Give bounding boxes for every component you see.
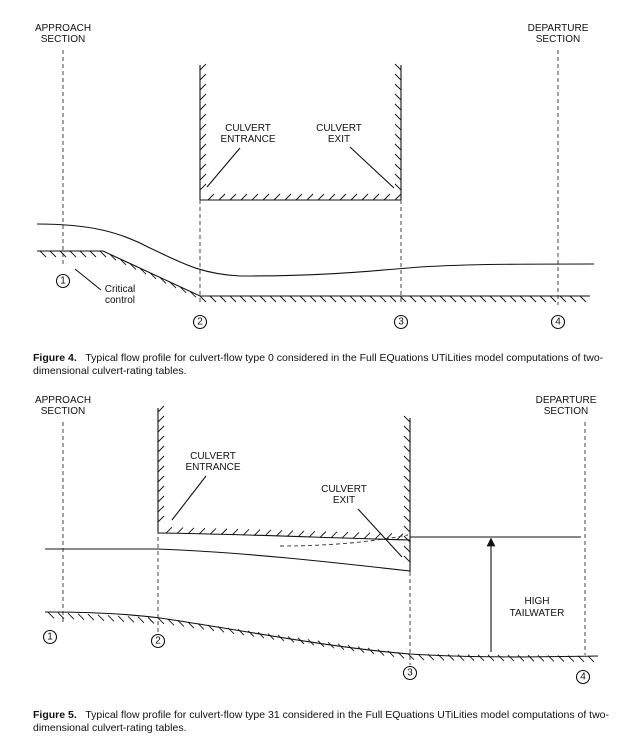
figure-4-caption-text: Typical flow profile for culvert-flow type 0 considered in the Full EQuations UTiLities model computations of two-dimensional culvert-rating tables. <box>33 352 604 377</box>
hatch-tick <box>404 446 410 452</box>
fig5-culvert-entrance-label-2: ENTRANCE <box>185 462 241 473</box>
figure-5-caption <box>33 709 613 735</box>
hatch-tick <box>528 655 534 661</box>
fig4-culvert-exit-label-2: EXIT <box>327 134 351 145</box>
hatch-tick <box>148 617 154 623</box>
fig5-high-tailwater-label-1: HIGH <box>524 596 550 607</box>
hatch-tick <box>309 531 315 537</box>
hatch-tick <box>90 251 96 257</box>
fig4-critical-control-leader <box>75 269 101 290</box>
fig5-water-surface-upstream <box>45 549 410 571</box>
hatch-tick <box>158 416 164 422</box>
fig5-approach-label-1: APPROACH <box>34 395 92 406</box>
hatch-tick <box>230 194 236 200</box>
hatch-tick <box>478 655 484 661</box>
hatch-tick <box>329 194 335 200</box>
hatch-tick <box>404 436 410 442</box>
fig4-departure-label-1: DEPARTURE <box>527 23 589 34</box>
hatch-tick <box>88 614 94 620</box>
hatch-tick <box>128 616 134 622</box>
svg-text:2: 2 <box>197 316 203 328</box>
hatch-tick <box>404 456 410 462</box>
figure-4-diagram <box>35 23 594 329</box>
fig4-culvert-exit-label-1: CULVERT <box>316 123 362 134</box>
hatch-tick <box>395 144 401 150</box>
hatch-tick <box>250 296 256 302</box>
fig4-water-surface <box>37 224 594 276</box>
svg-text:3: 3 <box>398 316 404 328</box>
hatch-tick <box>404 516 410 522</box>
hatch-tick <box>520 296 526 302</box>
hatch-tick <box>252 194 258 200</box>
hatch-tick <box>510 296 516 302</box>
hatch-tick <box>200 74 206 80</box>
hatch-tick <box>468 655 474 661</box>
hatch-tick <box>460 296 466 302</box>
hatch-tick <box>98 615 104 621</box>
fig5-section-number-3 <box>404 667 417 680</box>
hatch-tick <box>420 296 426 302</box>
hatch-tick <box>248 631 254 637</box>
hatch-tick <box>488 655 494 661</box>
hatch-tick <box>378 649 384 655</box>
hatch-tick <box>395 124 401 130</box>
hatch-tick <box>395 194 401 200</box>
hatch-tick <box>448 654 454 660</box>
hatch-tick <box>404 426 410 432</box>
hatch-tick <box>158 456 164 462</box>
hatch-tick <box>498 655 504 661</box>
hatch-tick <box>276 530 282 536</box>
hatch-tick <box>200 134 206 140</box>
hatch-tick <box>240 296 246 302</box>
hatch-tick <box>370 296 376 302</box>
fig4-critical-control-label-2: control <box>104 295 136 306</box>
hatch-tick <box>219 194 225 200</box>
hatch-tick <box>588 656 594 662</box>
hatch-tick <box>200 94 206 100</box>
fig5-section-number-4 <box>577 671 590 684</box>
hatch-tick <box>480 296 486 302</box>
hatch-tick <box>330 296 336 302</box>
hatch-tick <box>508 655 514 661</box>
hatch-tick <box>395 74 401 80</box>
figure-5-diagram <box>35 395 598 684</box>
hatch-tick <box>518 655 524 661</box>
hatch-tick <box>404 496 410 502</box>
hatch-tick <box>350 296 356 302</box>
hatch-tick <box>200 296 206 302</box>
hatch-tick <box>241 194 247 200</box>
hatch-tick <box>360 296 366 302</box>
hatch-tick <box>200 164 206 170</box>
hatch-tick <box>430 296 436 302</box>
hatch-tick <box>470 296 476 302</box>
fig5-high-tailwater-label-2: TAILWATER <box>509 608 565 619</box>
hatch-tick <box>138 617 144 623</box>
hatch-tick <box>287 531 293 537</box>
hatch-tick <box>50 251 56 257</box>
hatch-tick <box>158 436 164 442</box>
hatch-tick <box>200 174 206 180</box>
hatch-tick <box>560 296 566 302</box>
fig4-departure-label-2: SECTION <box>535 34 581 45</box>
fig5-culvert-exit-leader <box>358 509 402 557</box>
hatch-tick <box>500 296 506 302</box>
fig5-culvert-roof <box>158 533 410 540</box>
hatch-tick <box>158 486 164 492</box>
hatch-tick <box>220 296 226 302</box>
hatch-tick <box>188 528 194 534</box>
hatch-tick <box>320 532 326 538</box>
figure-4-caption <box>33 352 613 378</box>
hatch-tick <box>342 532 348 538</box>
fig4-section-number-3 <box>395 316 408 329</box>
hatch-tick <box>158 426 164 432</box>
hatch-tick <box>331 532 337 538</box>
hatch-tick <box>530 296 536 302</box>
hatch-tick <box>158 506 164 512</box>
hatch-tick <box>118 616 124 622</box>
hatch-tick <box>404 526 410 532</box>
hatch-tick <box>166 527 172 533</box>
hatch-tick <box>395 164 401 170</box>
fig5-departure-label-1: DEPARTURE <box>535 395 597 406</box>
figure-5-caption-label: Figure 5. <box>33 709 77 721</box>
hatch-tick <box>395 84 401 90</box>
hatch-tick <box>200 154 206 160</box>
hatch-tick <box>208 194 214 200</box>
svg-text:4: 4 <box>555 316 561 328</box>
hatch-tick <box>274 194 280 200</box>
hatch-tick <box>200 104 206 110</box>
fig4-approach-label-1: APPROACH <box>34 23 92 34</box>
hatch-tick <box>540 296 546 302</box>
svg-text:2: 2 <box>155 635 161 647</box>
hatch-tick <box>158 496 164 502</box>
hatch-tick <box>404 536 410 542</box>
hatch-tick <box>450 296 456 302</box>
hatch-tick <box>158 516 164 522</box>
hatch-tick <box>395 154 401 160</box>
hatch-tick <box>108 615 114 621</box>
hatch-tick <box>364 533 370 539</box>
fig5-culvert-entrance-label-1: CULVERT <box>190 451 236 462</box>
hatch-tick <box>200 184 206 190</box>
figure-5-caption-text: Typical flow profile for culvert-flow type 31 considered in the Full EQuations UTiLities model computations of two-dimensional culvert-rating tables. <box>33 709 610 734</box>
hatch-tick <box>395 64 401 70</box>
hatch-tick <box>395 94 401 100</box>
hatch-tick <box>353 532 359 538</box>
hatch-tick <box>238 629 244 635</box>
hatch-tick <box>458 655 464 661</box>
hatch-tick <box>70 251 76 257</box>
hatch-tick <box>395 114 401 120</box>
hatch-tick <box>395 104 401 110</box>
hatch-tick <box>404 466 410 472</box>
hatch-tick <box>158 466 164 472</box>
hatch-tick <box>384 194 390 200</box>
hatch-tick <box>410 296 416 302</box>
hatch-tick <box>263 194 269 200</box>
hatch-tick <box>200 64 206 70</box>
hatch-tick <box>200 124 206 130</box>
hatch-tick <box>440 296 446 302</box>
hatch-tick <box>158 446 164 452</box>
fig4-section-number-2 <box>194 316 207 329</box>
hatch-tick <box>80 251 86 257</box>
hatch-tick <box>280 296 286 302</box>
hatch-tick <box>395 134 401 140</box>
fig5-bed-hatching <box>48 612 594 662</box>
hatch-tick <box>258 632 264 638</box>
hatch-tick <box>404 486 410 492</box>
hatch-tick <box>580 296 586 302</box>
figure-4-caption-label: Figure 4. <box>33 352 77 364</box>
hatch-tick <box>177 528 183 534</box>
hatch-tick <box>404 506 410 512</box>
hatch-tick <box>270 296 276 302</box>
fig4-section-number-1 <box>57 275 70 288</box>
fig5-culvert-entrance-leader <box>172 476 206 520</box>
hatch-tick <box>318 194 324 200</box>
hatch-tick <box>490 296 496 302</box>
fig5-culvert-exit-label-1: CULVERT <box>321 484 367 495</box>
svg-text:1: 1 <box>60 275 66 287</box>
hatch-tick <box>199 528 205 534</box>
hatch-tick <box>404 476 410 482</box>
hatch-tick <box>290 296 296 302</box>
hatch-tick <box>300 296 306 302</box>
hatch-tick <box>78 614 84 620</box>
hatch-tick <box>210 296 216 302</box>
hatch-tick <box>570 296 576 302</box>
fig5-departure-label-2: SECTION <box>543 406 589 417</box>
hatch-tick <box>68 613 74 619</box>
fig5-approach-label-2: SECTION <box>40 406 86 417</box>
hatch-tick <box>48 612 54 618</box>
hatch-tick <box>307 194 313 200</box>
svg-text:1: 1 <box>47 631 53 643</box>
hatch-tick <box>395 174 401 180</box>
hatch-tick <box>375 533 381 539</box>
hatch-tick <box>395 184 401 190</box>
hatch-tick <box>362 194 368 200</box>
fig4-section-number-4 <box>552 316 565 329</box>
hatch-tick <box>228 628 234 634</box>
hatch-tick <box>298 531 304 537</box>
svg-text:3: 3 <box>407 667 413 679</box>
hatch-tick <box>310 296 316 302</box>
fig5-section-number-1 <box>44 631 57 644</box>
svg-text:4: 4 <box>580 671 586 683</box>
fig5-culvert-exit-label-2: EXIT <box>332 495 356 506</box>
hatch-tick <box>550 296 556 302</box>
hatch-tick <box>158 476 164 482</box>
hatch-tick <box>200 114 206 120</box>
hatch-tick <box>404 416 410 422</box>
hatch-tick <box>351 194 357 200</box>
hatch-tick <box>200 84 206 90</box>
fig4-critical-control-label-1: Critical <box>104 284 136 295</box>
hatch-tick <box>404 546 410 552</box>
hatch-tick <box>40 251 46 257</box>
fig4-culvert-entrance-leader <box>207 148 240 187</box>
hatch-tick <box>404 556 410 562</box>
fig4-culvert-exit-leader <box>350 147 394 188</box>
hatch-tick <box>296 194 302 200</box>
hatch-tick <box>390 296 396 302</box>
hatch-tick <box>373 194 379 200</box>
hatch-tick <box>380 296 386 302</box>
hatch-tick <box>230 296 236 302</box>
hatch-tick <box>260 296 266 302</box>
fig5-section-number-2 <box>152 635 165 648</box>
hatch-tick <box>200 144 206 150</box>
fig4-culvert-entrance-label-2: ENTRANCE <box>220 134 276 145</box>
hatch-tick <box>265 530 271 536</box>
hatch-tick <box>340 296 346 302</box>
hatch-tick <box>388 651 394 657</box>
hatch-tick <box>158 406 164 412</box>
hatch-tick <box>320 296 326 302</box>
fig4-culvert-entrance-label-1: CULVERT <box>225 123 271 134</box>
fig4-approach-label-2: SECTION <box>40 34 86 45</box>
hatch-tick <box>340 194 346 200</box>
hatch-tick <box>285 194 291 200</box>
